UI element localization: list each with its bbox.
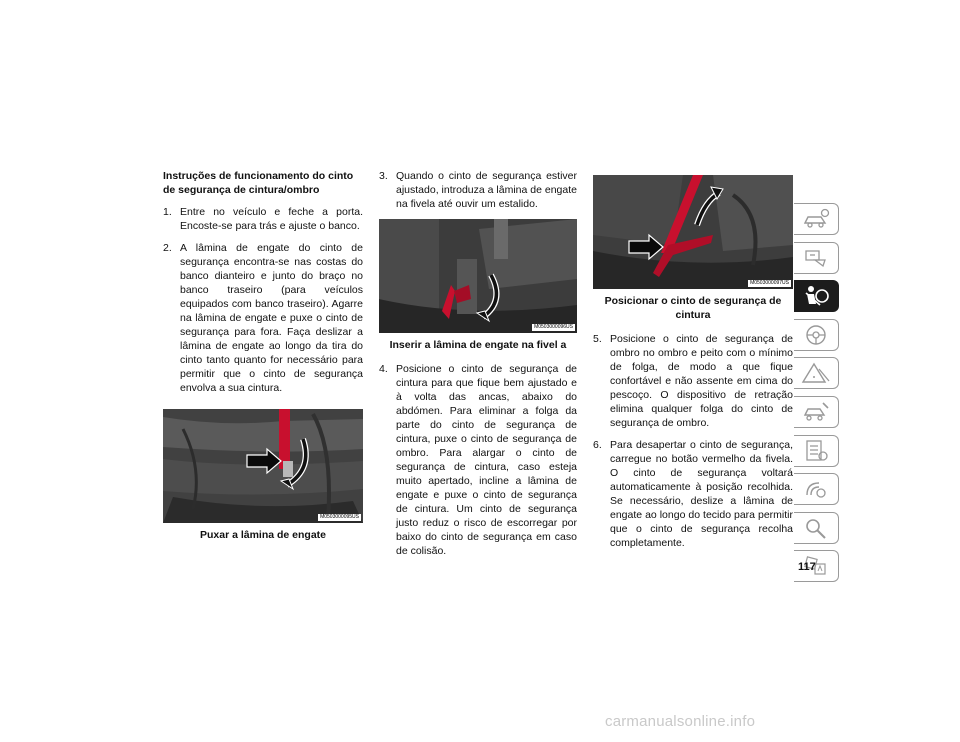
seatbelt-photo-3 [593, 175, 793, 289]
car-info-icon [801, 207, 831, 231]
figure-caption: Inserir a lâmina de engate na fivel a [389, 339, 567, 351]
dashboard-lights-icon [801, 246, 831, 270]
step-5 [593, 332, 793, 430]
figure-position-lap-belt [593, 175, 793, 289]
figure-caption: Posicionar o cinto de segurança de cintura [604, 295, 782, 321]
search-icon [801, 516, 831, 540]
figure-insert-latch-plate [379, 219, 577, 333]
step-number: 1. [163, 206, 172, 218]
figure-code: M0503000097US [750, 280, 789, 286]
steering-wheel-icon [801, 323, 831, 347]
checklist-icon [801, 439, 831, 463]
tab-index[interactable] [794, 512, 839, 544]
seatbelt-photo-2 [379, 219, 577, 333]
step-4 [379, 362, 577, 558]
figure-caption: Puxar a lâmina de engate [199, 529, 327, 541]
column-1 [163, 169, 363, 552]
page-number: 117 [798, 561, 816, 573]
tab-in-case-of-emergency[interactable] [794, 357, 839, 389]
multimedia-icon [801, 477, 831, 501]
column-3 [593, 169, 793, 558]
section-heading: Instruções de funcionamento do cinto de segurança de cintura/ombro [163, 170, 354, 196]
figure-code: M0503000095US [320, 514, 359, 520]
tab-getting-to-know-vehicle[interactable] [794, 203, 839, 235]
step-number: 6. [593, 439, 602, 451]
step-text: Posicione o cinto de segurança de cintura para que fique bem ajustado e à volta das ancas, abaixo do abdómen. Para eliminar a folga da parte do cinto de segurança de cintura, puxe o cinto de segurança de ombro. Para alargar o cinto de segurança de cintura, caso esteja muito apertado, incline a lâmina de engate e puxe o cinto de segurança de cintura. Um cinto de segurança justo reduz o risco de escorregar por baixo do cinto de segurança em caso de colisão. [396, 363, 577, 557]
figure-code: M0503000096US [534, 324, 573, 330]
figure-pull-latch-plate [163, 409, 363, 523]
step-text: A lâmina de engate do cinto de segurança encontra-se nas costas do banco dianteiro e junto do braço no banco traseiro (para veículos equipados com banco traseiro). Agarre na lâmina de engate e puxe o cinto de segurança para fora. Faça deslizar a lâmina de engate ao longo da tira do cinto tanto quanto for necessário para permitir que o cinto de segurança envolva a sua cintura. [180, 242, 363, 394]
tab-starting-operating[interactable] [794, 319, 839, 351]
step-1 [163, 205, 363, 233]
tab-multimedia[interactable] [794, 473, 839, 505]
step-text: Quando o cinto de segurança estiver ajustado, introduza a lâmina de engate na fivela até ouvir um estalido. [396, 170, 577, 210]
step-2 [163, 241, 363, 395]
seatbelt-photo-1 [163, 409, 363, 523]
step-number: 2. [163, 242, 172, 254]
step-number: 3. [379, 170, 388, 182]
step-text: Entre no veículo e feche a porta. Encoste-se para trás e ajuste o banco. [180, 206, 363, 232]
watermark: carmanualsonline.info [605, 713, 756, 730]
airbag-safety-icon [801, 284, 831, 308]
step-number: 4. [379, 363, 388, 375]
tab-safety[interactable] [794, 280, 839, 312]
warning-triangle-icon [801, 361, 831, 385]
step-number: 5. [593, 333, 602, 345]
tab-servicing[interactable] [794, 396, 839, 428]
chapter-tabs [794, 203, 842, 589]
tab-technical-specifications[interactable] [794, 435, 839, 467]
column-2 [379, 169, 577, 566]
step-6 [593, 438, 793, 550]
car-service-icon [801, 400, 831, 424]
step-text: Para desapertar o cinto de segurança, carregue no botão vermelho da fivela. O cinto de segurança voltará automaticamente à posição recolhida. Se necessário, deslize a lâmina de engate ao longo do tecido para permitir que o cinto de segurança recolha completamente. [610, 439, 793, 549]
step-text: Posicione o cinto de segurança de ombro no ombro e peito com o mínimo de folga, de modo a que fique confortável e não assente em cima do pescoço. O dispositivo de retração elimina qualquer folga do cinto de segurança de ombro. [610, 333, 793, 429]
tab-instrument-panel[interactable] [794, 242, 839, 274]
step-3 [379, 169, 577, 211]
